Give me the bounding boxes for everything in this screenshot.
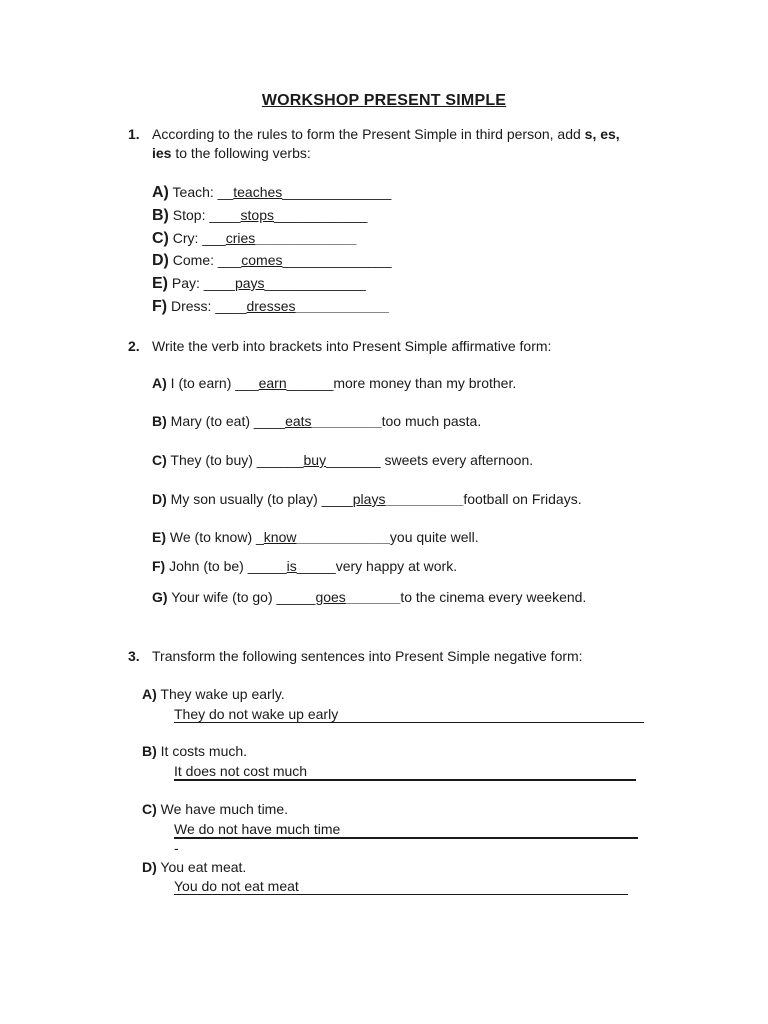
item-letter: B): [142, 743, 157, 759]
q2-item-e: [152, 529, 479, 545]
item-answer: plays: [352, 491, 386, 507]
q3-item-b-sentence: [142, 743, 247, 759]
q2-item-f: [152, 558, 457, 574]
item-sentence: They wake up early.: [160, 686, 285, 702]
item-answer: cries: [225, 230, 256, 246]
item-prefix: Mary (to eat) ____: [170, 413, 286, 429]
item-answer: buy: [303, 452, 327, 468]
item-answer: pays: [234, 275, 265, 291]
item-sentence: You eat meat.: [160, 859, 247, 875]
question-1-number: 1.: [128, 126, 140, 142]
item-letter: C): [142, 801, 157, 817]
item-sentence: We have much time.: [160, 801, 289, 817]
item-prefix: Teach: __: [172, 184, 234, 200]
item-answer: eats: [285, 413, 312, 429]
q1-item-c: [152, 230, 357, 248]
item-answer: teaches: [233, 184, 283, 200]
item-letter: B): [152, 413, 167, 429]
item-trail: _______: [326, 452, 381, 468]
item-letter: D): [152, 491, 167, 507]
item-rest: too much pasta.: [381, 413, 482, 429]
item-trail: ______: [286, 375, 334, 391]
item-trail: _____________: [255, 230, 357, 246]
item-letter: A): [152, 375, 167, 391]
q3-item-c-sentence: [142, 801, 288, 817]
item-prefix: Come: ___: [172, 252, 242, 268]
item-rest: to the cinema every weekend.: [400, 589, 587, 605]
question-1-bold-suffixes: s, es,: [584, 126, 620, 142]
item-letter: B): [152, 207, 169, 224]
item-trail: _______: [345, 589, 401, 605]
item-letter: D): [142, 859, 157, 875]
item-prefix: John (to be) _____: [169, 558, 287, 574]
item-letter: F): [152, 298, 168, 315]
q1-item-f: [152, 298, 389, 316]
question-3-number: 3.: [128, 648, 140, 664]
item-letter: A): [152, 184, 169, 201]
q1-item-a: [152, 184, 391, 202]
item-answer: stops: [240, 207, 274, 223]
q1-item-e: [152, 275, 366, 293]
q2-item-c: [152, 452, 533, 468]
q2-item-b: [152, 413, 481, 429]
item-trail: _____: [296, 558, 336, 574]
item-rest: football on Fridays.: [463, 491, 582, 507]
q1-item-b: [152, 207, 367, 225]
question-3-prompt: Transform the following sentences into Present Simple negative form:: [152, 648, 583, 664]
item-trail: ____________: [296, 529, 390, 545]
item-answer: goes: [315, 589, 346, 605]
item-letter: D): [152, 252, 169, 269]
item-rest: very happy at work.: [335, 558, 458, 574]
q3-item-c-answer: We do not have much time: [174, 821, 638, 839]
item-prefix: Cry: ___: [172, 230, 226, 246]
question-2-prompt: Write the verb into brackets into Present Simple affirmative form:: [152, 338, 552, 354]
item-letter: C): [152, 452, 167, 468]
item-rest: you quite well.: [389, 529, 479, 545]
item-trail: _____________: [264, 275, 366, 291]
item-prefix: Your wife (to go) _____: [171, 589, 316, 605]
item-letter: E): [152, 529, 166, 545]
page-title: WORKSHOP PRESENT SIMPLE: [261, 92, 507, 109]
question-1-prompt: [152, 125, 672, 163]
question-2-number: 2.: [128, 338, 140, 354]
item-prefix: Stop: ____: [172, 207, 241, 223]
item-answer: is: [286, 558, 297, 574]
q2-item-a: [152, 375, 516, 391]
item-trail: __________: [385, 491, 464, 507]
item-prefix: I (to earn) ___: [170, 375, 259, 391]
q3-item-d-answer: You do not eat meat: [174, 878, 628, 895]
question-1-bold-ies: ies: [152, 145, 172, 161]
item-letter: A): [142, 686, 157, 702]
q2-item-d: [152, 491, 582, 507]
item-prefix: Dress: ____: [171, 298, 247, 314]
item-prefix: Pay: ____: [171, 275, 235, 291]
item-prefix: My son usually (to play) ____: [170, 491, 353, 507]
stray-dash-mark: -: [174, 840, 179, 856]
item-letter: G): [152, 589, 168, 605]
item-prefix: They (to buy) ______: [170, 452, 304, 468]
item-trail: ____________: [273, 207, 368, 223]
item-prefix: We (to know) _: [169, 529, 264, 545]
item-trail: _________: [311, 413, 382, 429]
item-letter: E): [152, 275, 168, 292]
q3-item-a-sentence: [142, 686, 285, 702]
item-trail: ______________: [282, 252, 392, 268]
item-answer: comes: [241, 252, 283, 268]
item-trail: ____________: [295, 298, 389, 314]
item-rest: more money than my brother.: [333, 375, 517, 391]
item-letter: F): [152, 558, 166, 574]
item-answer: dresses: [246, 298, 296, 314]
item-letter: C): [152, 230, 169, 247]
item-trail: ______________: [282, 184, 392, 200]
q1-item-d: [152, 252, 392, 270]
item-answer: earn: [258, 375, 287, 391]
q3-item-d-sentence: [142, 859, 246, 875]
question-1-text-before: According to the rules to form the Present Simple in third person, add: [152, 126, 581, 142]
question-1-text-after: to the following verbs:: [175, 145, 311, 161]
q3-item-a-answer: They do not wake up early: [174, 706, 644, 723]
item-sentence: It costs much.: [160, 743, 248, 759]
item-answer: know: [263, 529, 297, 545]
q2-item-g: [152, 589, 586, 605]
item-rest: sweets every afternoon.: [380, 452, 534, 468]
q3-item-b-answer: It does not cost much: [174, 763, 636, 781]
